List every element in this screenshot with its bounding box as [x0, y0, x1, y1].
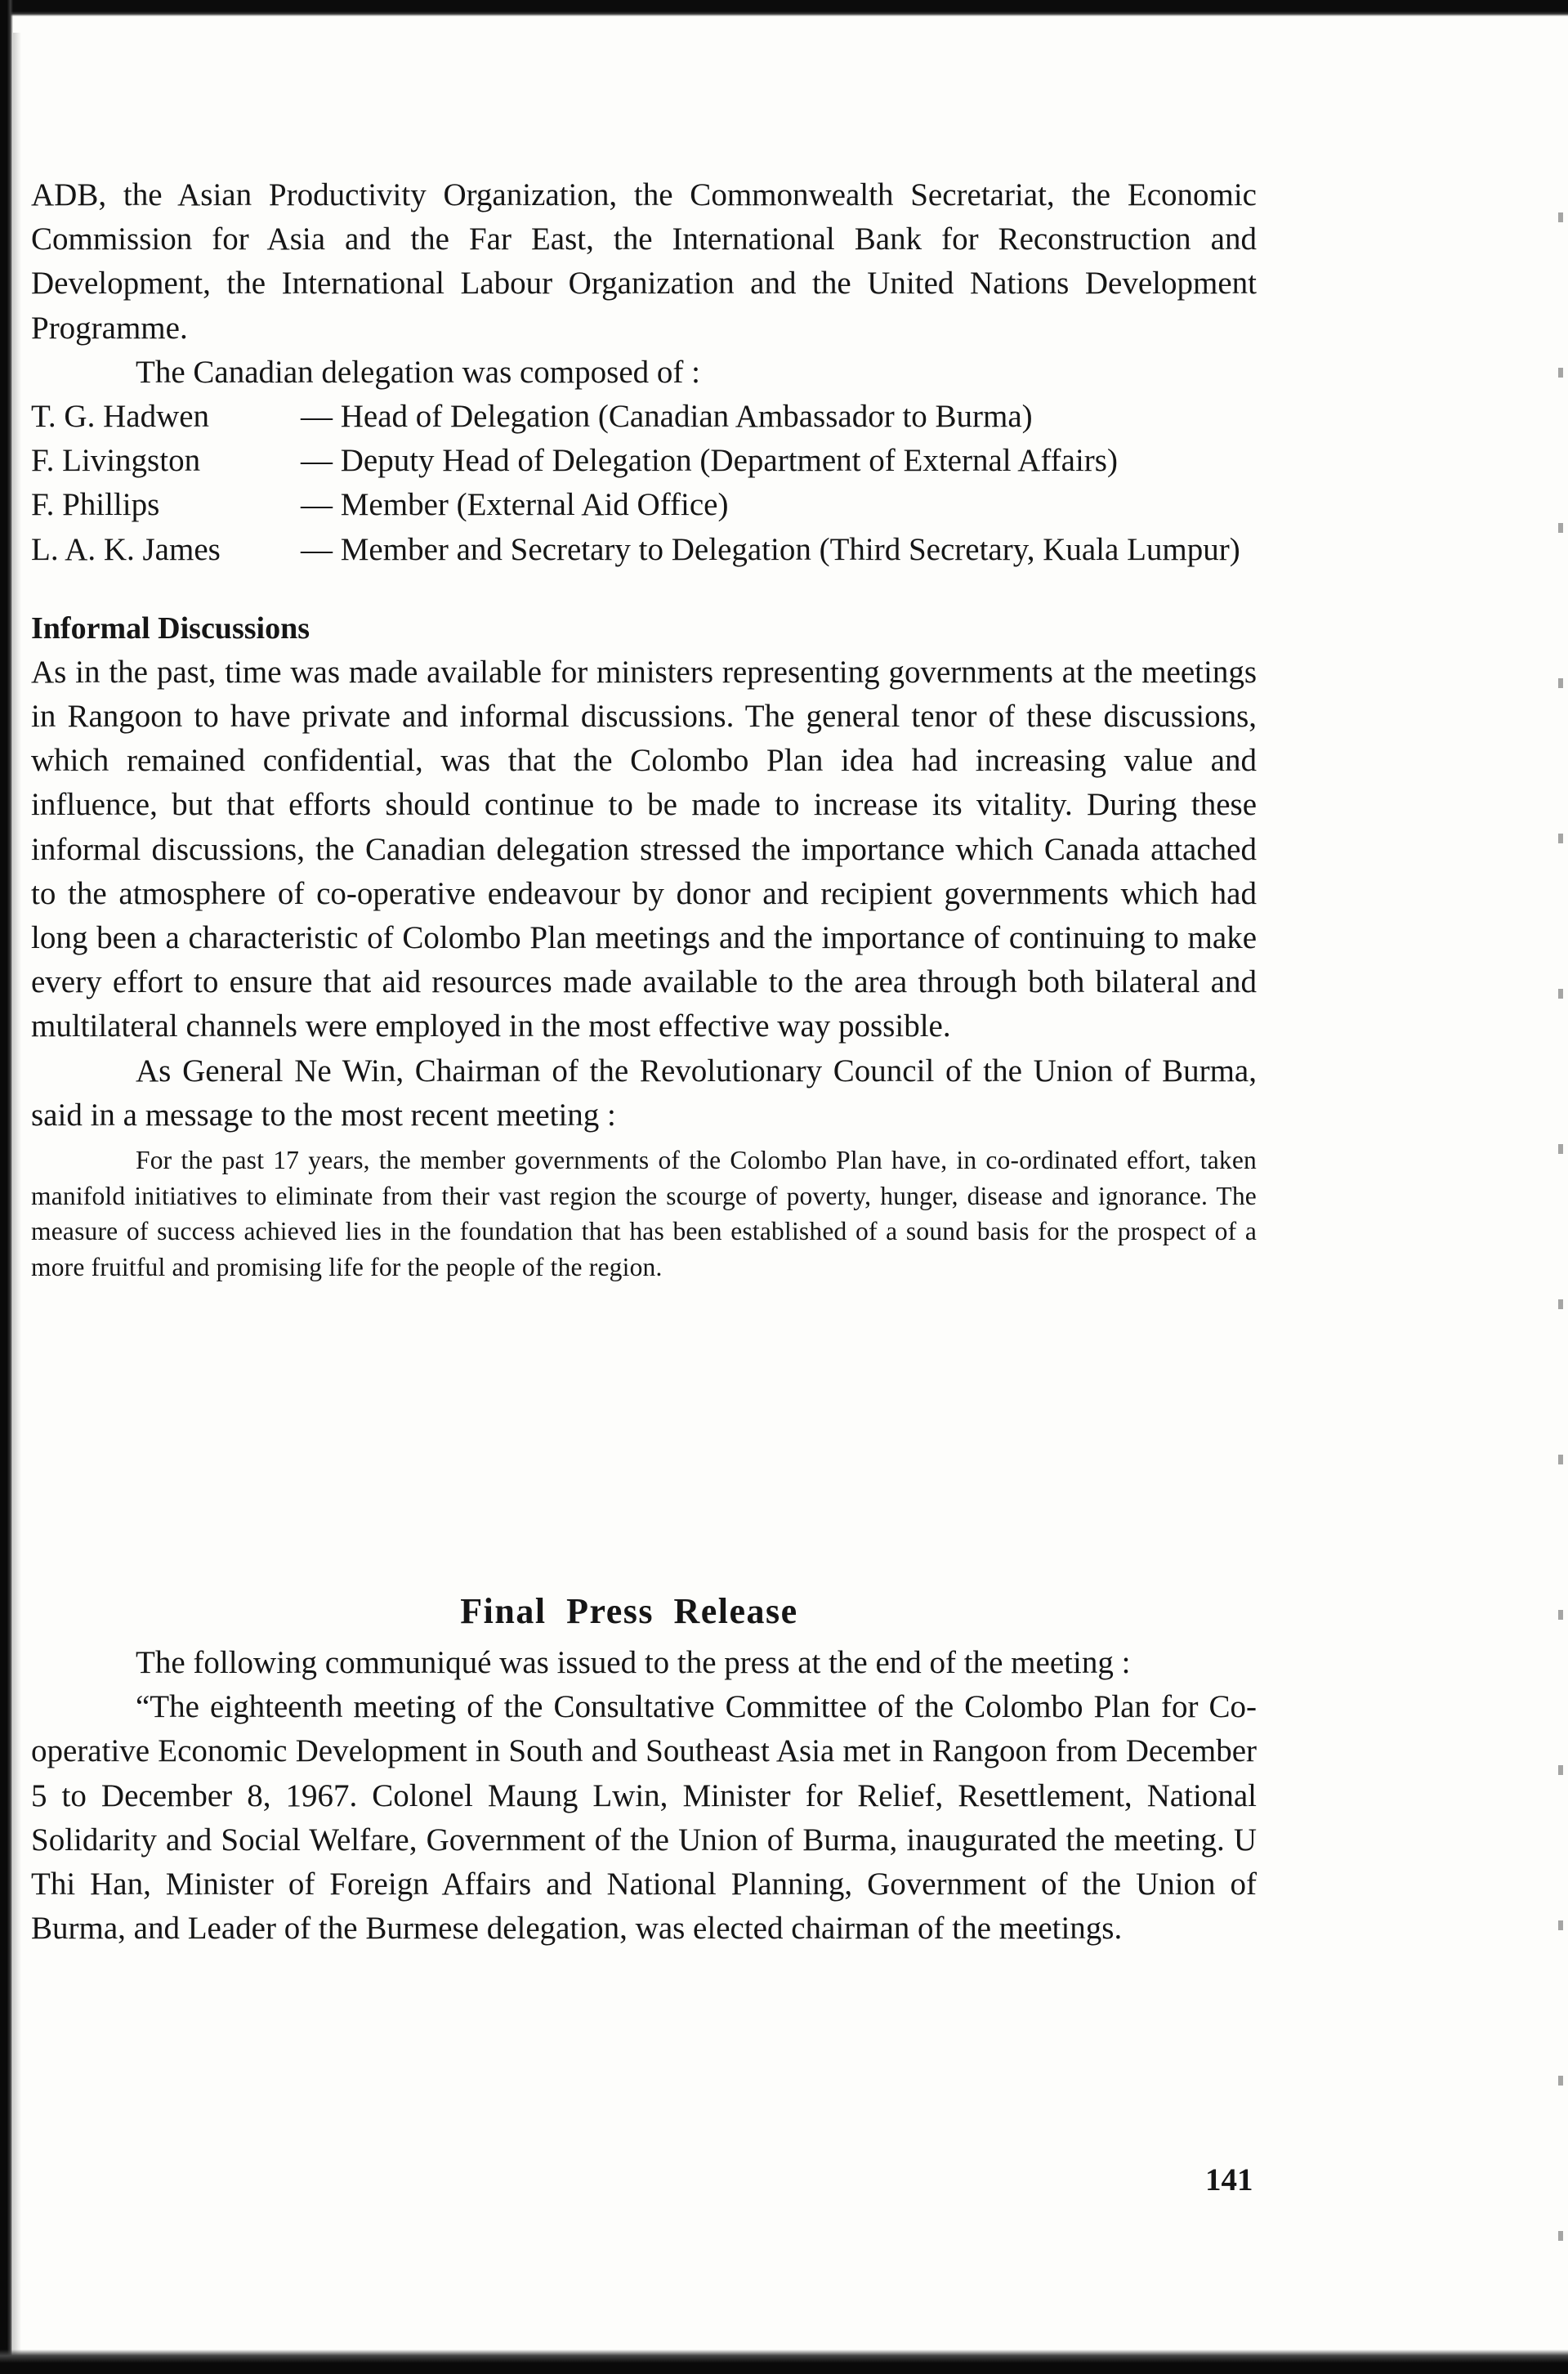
delegation-member	[31, 528, 1257, 572]
informal-discussions-paragraph: As in the past, time was made available for ministers representing governments at the meetings in Rangoon to have private and informal discussions. The general tenor of these discussions, which remained confidential, was that the Colombo Plan idea had increasing value and influence, but that efforts should continue to be made to increase its vitality. During these informal discussions, the Canadian delegation stressed the importance which Canada attached to the atmosphere of co-operative endeavour by donor and recipient governments which had long been a characteristic of Colombo Plan meetings and the importance of continuing to make every effort to ensure that aid resources made available to the area through both bilateral and multilateral channels were employed in the most effective way possible.	[31, 654, 1257, 1044]
scan-edge-top	[0, 0, 1568, 16]
member-role: — Deputy Head of Delegation (Department of External Affairs)	[301, 443, 1118, 479]
page-number: 141	[1205, 2162, 1253, 2197]
delegation-intro: The Canadian delegation was composed of :	[136, 354, 700, 390]
body-text-lower	[31, 1641, 1257, 1951]
paragraph-organizations: ADB, the Asian Productivity Organization, the Commonwealth Secretariat, the Economic Commission for Asia and the Far East, the International Bank for Reconstruction and Development, the International Labour Organization and the United Nations Development Programme.	[31, 177, 1257, 346]
member-name: T. G. Hadwen	[31, 399, 210, 435]
delegation-member	[31, 439, 1257, 483]
scan-shadow-left	[13, 33, 21, 2362]
delegation-member	[31, 483, 1257, 527]
ne-win-quote: For the past 17 years, the member governments of the Colombo Plan have, in co-ordinated effort, taken manifold initiatives to eliminate from their vast region the scourge of poverty, hunger, disease and ignorance. The measure of success achieved lies in the foundation that has been established of a sound basis for the prospect of a more fruitful and promising life for the people of the region.	[31, 1146, 1257, 1281]
informal-discussions-heading: Informal Discussions	[31, 610, 310, 646]
ne-win-intro: As General Ne Win, Chairman of the Revolutionary Council of the Union of Burma, said in a message to the most recent meeting :	[31, 1053, 1257, 1133]
scan-marks-right	[1558, 163, 1563, 2329]
member-name: F. Phillips	[31, 487, 160, 523]
member-role: — Head of Delegation (Canadian Ambassador to Burma)	[301, 399, 1033, 435]
body-text-upper	[31, 173, 1257, 1285]
member-name: L. A. K. James	[31, 531, 221, 567]
press-intro: The following communiqué was issued to the press at the end of the meeting :	[136, 1645, 1131, 1680]
scan-edge-left	[0, 0, 13, 2374]
scan-edge-bottom	[0, 2349, 1568, 2374]
member-role: — Member (External Aid Office)	[301, 487, 729, 523]
final-press-release-heading: Final Press Release	[460, 1590, 798, 1631]
member-role: — Member and Secretary to Delegation (Third Secretary, Kuala Lumpur)	[301, 531, 1240, 567]
member-name: F. Livingston	[31, 443, 201, 479]
delegation-list	[31, 395, 1257, 572]
delegation-member	[31, 395, 1257, 439]
press-communique: “The eighteenth meeting of the Consultative Committee of the Colombo Plan for Co-operative Economic Development in South and Southeast Asia met in Rangoon from December 5 to December 8, 1967. Colonel Maung Lwin, Minister for Relief, Resettlement, National Solidarity and Social Welfare, Government of the Union of Burma, inaugurated the meeting. U Thi Han, Minister of Foreign Affairs and National Planning, Government of the Union of Burma, and Leader of the Burmese delegation, was elected chairman of the meetings.	[31, 1689, 1257, 1947]
